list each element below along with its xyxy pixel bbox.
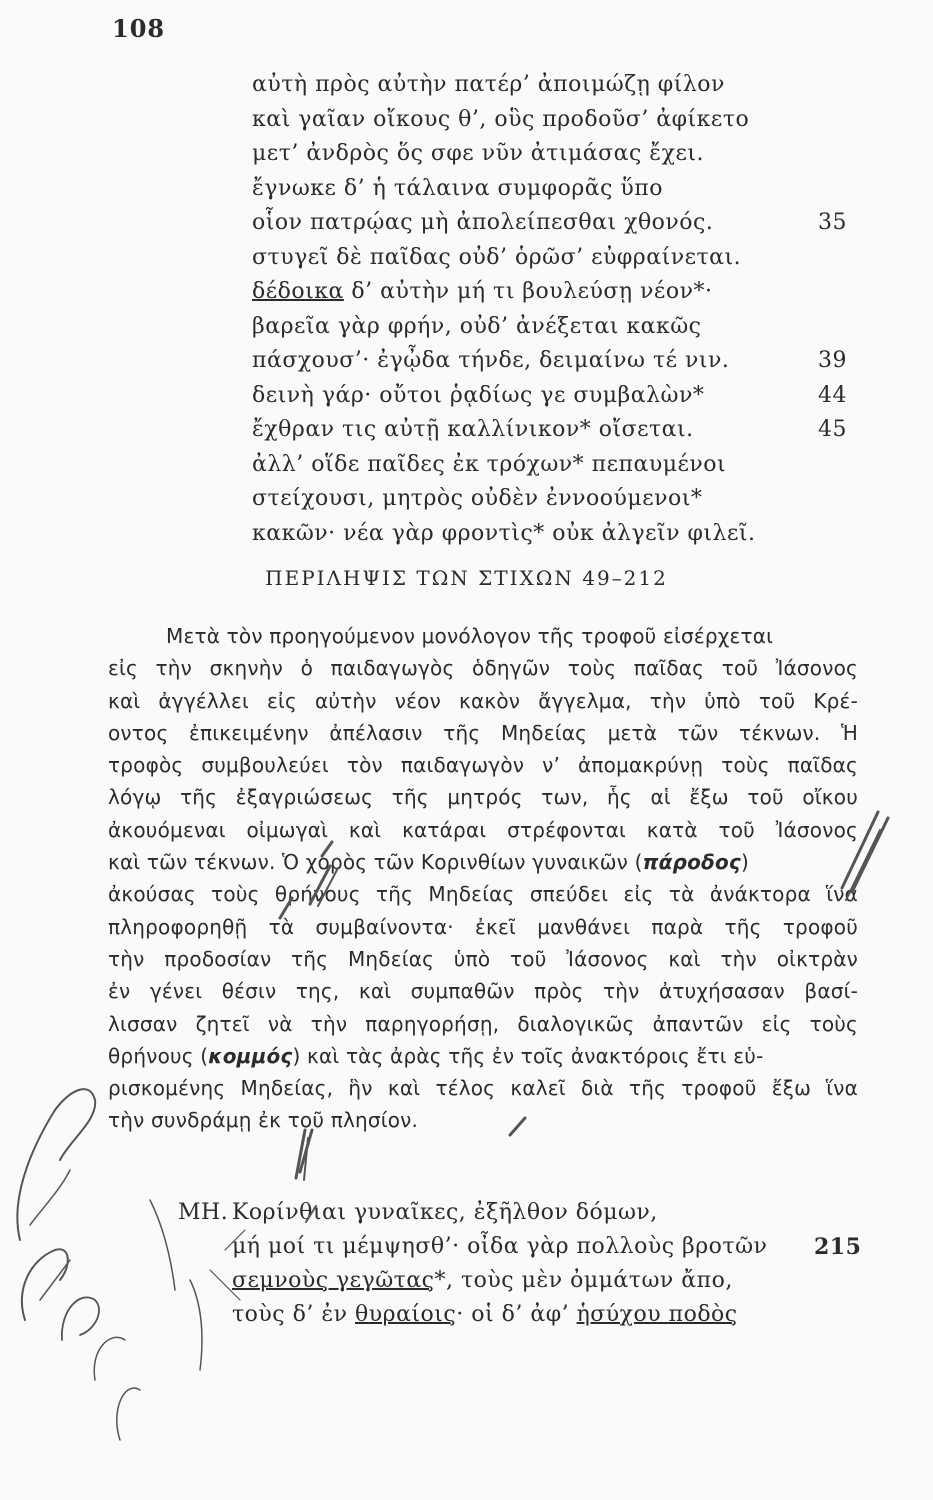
verse-line	[252, 482, 872, 517]
speech-text: *, τοὺς μὲν ὀμμάτων ἄπο,	[434, 1268, 733, 1293]
line-number: 35	[818, 210, 847, 235]
verse-text: μετ’ ἀνδρὸς ὅς σφε νῦν ἀτιμάσας ἔχει.	[252, 141, 704, 166]
summary-line: ἀκουόμεναι οἰμωγαὶ καὶ κατάραι στρέφονται κατὰ τοῦ Ἰάσονος	[108, 817, 858, 842]
verse-line	[252, 68, 872, 103]
line-number: 39	[818, 348, 847, 373]
verse-block	[252, 68, 872, 551]
verse-line	[252, 517, 872, 552]
summary-line: λισσαν ζητεῖ νὰ τὴν παρηγορήσῃ, διαλογικῶς ἀπαντῶν εἰς τοὺς	[108, 1011, 858, 1036]
line-number: 44	[818, 382, 847, 408]
verse-text: αὐτὴ πρὸς αὐτὴν πατέρ’ ἀποιμώζῃ φίλον	[252, 72, 725, 97]
speech-line	[178, 1264, 868, 1298]
underlined-phrase: ἡσύχου ποδὸς	[576, 1302, 738, 1327]
verse-text: ἔγνωκε δ’ ἡ τάλαινα συμφορᾶς ὕπο	[252, 175, 664, 201]
summary-text: )	[740, 850, 749, 875]
summary-line: Μετὰ τὸν προηγούμενον μονόλογον τῆς τροφοῦ εἰσέρχεται	[166, 624, 774, 648]
speech-text: τοὺς δ’ ἐν	[232, 1302, 356, 1327]
speech-line	[178, 1230, 868, 1264]
verse-text: δ’ αὐτὴν μή τι βουλεύσῃ νέον*·	[343, 279, 713, 304]
verse-line	[252, 172, 872, 207]
verse-line	[252, 344, 872, 379]
verse-text: κακῶν· νέα γὰρ φροντὶς* οὐκ ἀλγεῖν φιλεῖ.	[252, 520, 756, 546]
summary-line: ἐν γένει θέσιν της, καὶ συμπαθῶν πρὸς τὴν ἀτυχήσασαν βασί-	[108, 979, 858, 1004]
speech-block	[178, 1196, 868, 1332]
speech-line	[178, 1196, 868, 1230]
verse-text: δεινὴ γάρ· οὔτοι ῥᾳδίως γε συμβαλὼν*	[252, 382, 705, 408]
verse-text: στείχουσι, μητρὸς οὐδὲν ἐννοούμενοι*	[252, 486, 703, 511]
line-number: 45	[818, 417, 847, 442]
underlined-word: θυραίοις	[355, 1302, 457, 1327]
underlined-word: δέδοικα	[252, 279, 344, 304]
summary-paragraph	[108, 620, 858, 1137]
section-heading: ΠΕΡΙΛΗΨΙΣ ΤΩΝ ΣΤΙΧΩΝ 49–212	[265, 566, 668, 590]
verse-text: ἔχθραν τις αὐτῇ καλλίνικον* οἴσεται.	[252, 417, 694, 442]
speech-text: μή μοί τι μέμψησθ’· οἶδα γὰρ πολλοὺς βροτῶν	[232, 1234, 768, 1259]
verse-line	[252, 448, 872, 483]
summary-text: θρήνους (	[108, 1043, 209, 1068]
term-kommos: κομμός	[208, 1043, 293, 1068]
verse-line	[252, 103, 872, 138]
line-number: 215	[814, 1234, 862, 1260]
speech-line	[178, 1298, 868, 1332]
speech-text: · οἱ δ’ ἀφ’	[456, 1302, 577, 1327]
summary-line: ρισκομένης Μηδείας, ἣν καὶ τέλος καλεῖ διὰ τῆς τροφοῦ ἔξω ἵνα	[108, 1076, 858, 1101]
verse-text: στυγεῖ δὲ παῖδας οὐδ’ ὁρῶσ’ εὐφραίνεται.	[252, 244, 742, 270]
summary-line: πληροφορηθῇ τὰ συμβαίνοντα· ἐκεῖ μανθάνει παρὰ τῆς τροφοῦ	[108, 914, 858, 939]
speaker-label: ΜΗ.	[178, 1200, 229, 1225]
verse-line	[252, 275, 872, 310]
verse-line	[252, 310, 872, 345]
speech-text: Κορίνθιαι γυναῖκες, ἐξῆλθον δόμων,	[232, 1200, 658, 1225]
summary-line: οντος ἐπικειμένην ἀπέλασιν τῆς Μηδείας μετὰ τῶν τέκνων. Ἡ	[108, 720, 858, 745]
verse-text: βαρεῖα γὰρ φρήν, οὐδ’ ἀνέξεται κακῶς	[252, 313, 702, 339]
summary-line: τὴν προδοσίαν τῆς Μηδείας ὑπὸ τοῦ Ἰάσονος καὶ τὴν οἰκτρὰν	[108, 946, 858, 971]
summary-line: λόγῳ τῆς ἐξαγριώσεως τῆς μητρός των, ἧς αἱ ἔξω τοῦ οἴκου	[108, 785, 858, 810]
verse-text: πάσχουσ’· ἐγᾦδα τήνδε, δειμαίνω τέ νιν.	[252, 348, 730, 373]
verse-line	[252, 241, 872, 276]
summary-text: καὶ τῶν τέκνων. Ὁ χορὸς τῶν Κορινθίων γυναικῶν (	[108, 850, 643, 875]
verse-text: ἀλλ’ οἵδε παῖδες ἐκ τρόχων* πεπαυμένοι	[252, 451, 727, 477]
verse-text: καὶ γαῖαν οἴκους θ’, οὓς προδοῦσ’ ἀφίκετο	[252, 106, 750, 132]
term-parodos: πάροδος	[642, 850, 741, 875]
summary-line: ἀκούσας τοὺς θρήνους τῆς Μηδείας σπεύδει εἰς τὰ ἀνάκτορα ἵνα	[108, 882, 858, 907]
verse-text: οἷον πατρῴας μὴ ἀπολείπεσθαι χθονός.	[252, 210, 714, 235]
summary-line: καὶ ἀγγέλλει εἰς αὐτὴν νέον κακὸν ἄγγελμα, τὴν ὑπὸ τοῦ Κρέ-	[108, 688, 858, 713]
summary-line	[108, 846, 858, 878]
summary-line: τροφὸς συμβουλεύει τὸν παιδαγωγὸν ν’ ἀπομακρύνῃ τοὺς παῖδας	[108, 753, 858, 778]
summary-text: ) καὶ τὰς ἀρὰς τῆς ἐν τοῖς ἀνακτόροις ἔτι εὑ-	[292, 1043, 764, 1068]
underlined-phrase: σεμνοὺς γεγῶτας	[232, 1268, 435, 1293]
verse-line	[252, 413, 872, 448]
verse-line	[252, 137, 872, 172]
verse-line	[252, 206, 872, 241]
summary-line: τὴν συνδράμῃ ἐκ τοῦ πλησίον.	[108, 1108, 419, 1133]
summary-line	[108, 1040, 858, 1072]
verse-line	[252, 379, 872, 414]
summary-line: εἰς τὴν σκηνὴν ὁ παιδαγωγὸς ὁδηγῶν τοὺς παῖδας τοῦ Ἰάσονος	[108, 656, 858, 681]
page-number: 108	[112, 14, 166, 43]
